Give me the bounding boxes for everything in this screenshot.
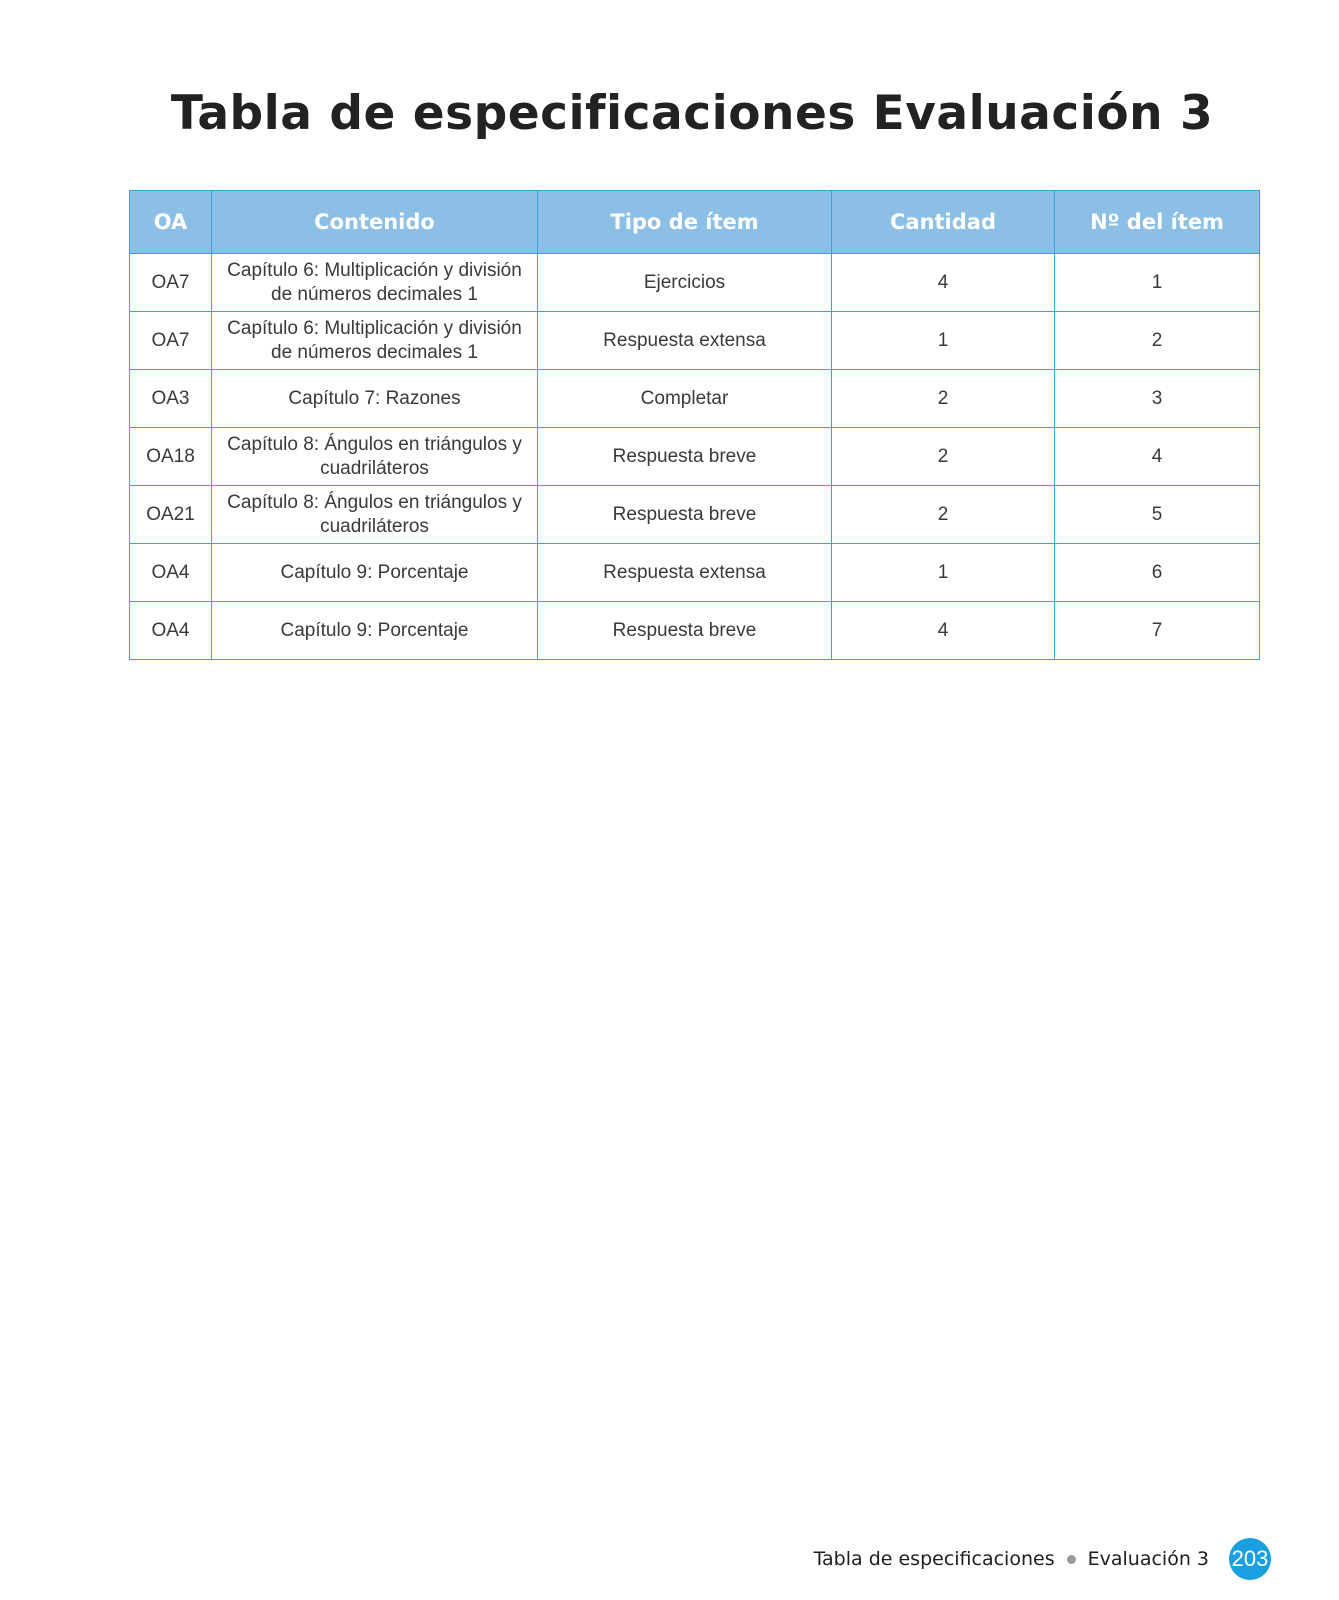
table-row [130,312,1260,370]
cell-numero-item: 3 [1055,370,1260,428]
header-oa: OA [130,191,212,254]
cell-cantidad: 2 [832,486,1055,544]
cell-cantidad: 4 [832,602,1055,660]
cell-oa: OA4 [130,544,212,602]
cell-contenido: Capítulo 9: Porcentaje [212,544,538,602]
table-row [130,428,1260,486]
cell-oa: OA7 [130,312,212,370]
footer-subsection: Evaluación 3 [1087,1548,1209,1570]
cell-contenido: Capítulo 7: Razones [212,370,538,428]
bullet-dot-icon [1067,1555,1076,1564]
table-row [130,544,1260,602]
cell-tipo-item: Respuesta breve [538,428,832,486]
cell-contenido: Capítulo 6: Multiplicación y división de números decimales 1 [212,254,538,312]
table-row [130,486,1260,544]
cell-numero-item: 2 [1055,312,1260,370]
cell-tipo-item: Respuesta extensa [538,312,832,370]
cell-oa: OA4 [130,602,212,660]
table-row [130,370,1260,428]
cell-numero-item: 4 [1055,428,1260,486]
cell-contenido: Capítulo 6: Multiplicación y división de números decimales 1 [212,312,538,370]
cell-tipo-item: Ejercicios [538,254,832,312]
cell-contenido: Capítulo 8: Ángulos en triángulos y cuadriláteros [212,486,538,544]
header-tipo-item: Tipo de ítem [538,191,832,254]
page-footer [814,1538,1271,1580]
specifications-table [129,190,1260,660]
cell-tipo-item: Respuesta breve [538,486,832,544]
page-number-badge: 203 [1229,1538,1271,1580]
cell-tipo-item: Completar [538,370,832,428]
header-contenido: Contenido [212,191,538,254]
cell-oa: OA3 [130,370,212,428]
cell-contenido: Capítulo 9: Porcentaje [212,602,538,660]
table-row [130,602,1260,660]
page-title: Tabla de especificaciones Evaluación 3 [170,86,1214,141]
cell-numero-item: 7 [1055,602,1260,660]
cell-oa: OA18 [130,428,212,486]
table-header-row [130,191,1260,254]
footer-section: Tabla de especificaciones [813,1548,1055,1570]
cell-cantidad: 1 [832,312,1055,370]
cell-cantidad: 2 [832,370,1055,428]
cell-oa: OA21 [130,486,212,544]
cell-cantidad: 4 [832,254,1055,312]
cell-numero-item: 5 [1055,486,1260,544]
cell-numero-item: 6 [1055,544,1260,602]
header-numero-item: Nº del ítem [1055,191,1260,254]
cell-tipo-item: Respuesta breve [538,602,832,660]
cell-numero-item: 1 [1055,254,1260,312]
table-row [130,254,1260,312]
cell-cantidad: 2 [832,428,1055,486]
cell-tipo-item: Respuesta extensa [538,544,832,602]
cell-oa: OA7 [130,254,212,312]
cell-contenido: Capítulo 8: Ángulos en triángulos y cuadriláteros [212,428,538,486]
cell-cantidad: 1 [832,544,1055,602]
header-cantidad: Cantidad [832,191,1055,254]
